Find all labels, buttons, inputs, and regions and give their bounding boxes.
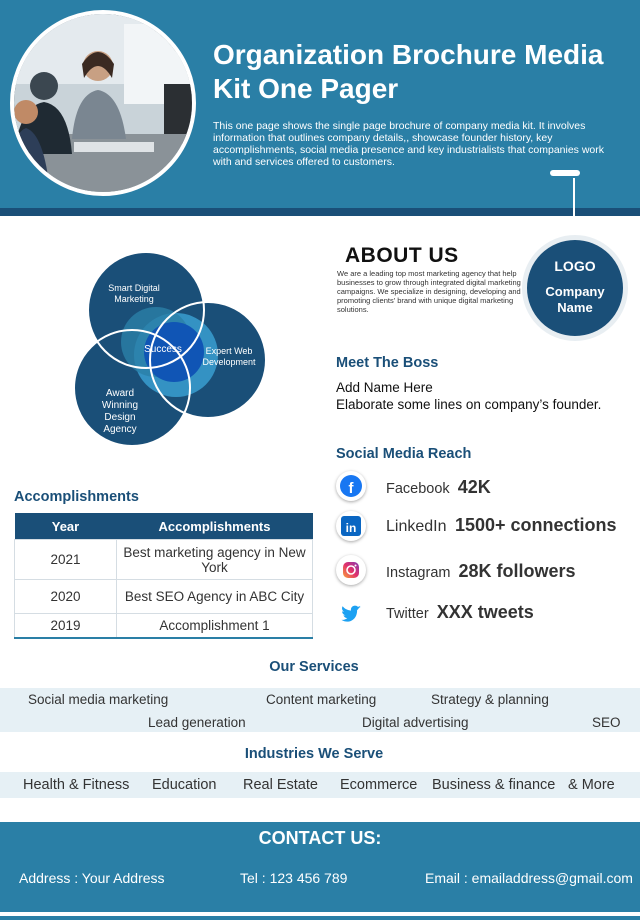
social-row-instagram: [336, 553, 636, 589]
facebook-icon: [336, 471, 366, 501]
contact-phone: Tel : 123 456 789: [240, 870, 348, 886]
accomplishments-heading: Accomplishments: [14, 489, 139, 505]
venn-label-center: Success: [144, 344, 182, 355]
logo-tag-hook: [550, 170, 580, 176]
social-label: Instagram: [386, 565, 451, 581]
social-value: 42K: [457, 477, 491, 497]
bottom-rule: [0, 916, 640, 920]
social-label: Facebook: [386, 481, 450, 497]
service-item: Content marketing: [266, 692, 377, 707]
svg-text:in: in: [345, 521, 357, 535]
boss-name: Add Name Here: [336, 380, 433, 395]
office-photo-illustration: [14, 14, 192, 192]
industry-item: Ecommerce: [340, 777, 418, 793]
social-heading: Social Media Reach: [336, 446, 472, 462]
about-title: ABOUT US: [345, 244, 459, 267]
contact-email[interactable]: Email : emailaddress@gmail.com: [425, 870, 633, 886]
industry-item: Education: [152, 777, 217, 793]
service-item: Social media marketing: [28, 692, 169, 707]
cell-accomplishment: Best SEO Agency in ABC City: [117, 580, 313, 614]
venn-label-web: Expert Web Development: [202, 346, 256, 367]
venn-label-design: Award Winning Design Agency: [101, 388, 139, 435]
services-heading: Our Services: [269, 659, 359, 675]
page-description: This one page shows the single page brochure of company media kit. It involves information that outlines company details,, showcase founder history, key accomplishments, social media presence and key industrialists that companies work with and services offered to customers.: [213, 120, 605, 168]
cell-accomplishment: Best marketing agency in New York: [117, 540, 313, 580]
social-label: Twitter: [386, 606, 429, 622]
table-row: [15, 580, 313, 614]
social-row-linkedin: [336, 509, 636, 545]
contact-heading: CONTACT US:: [258, 828, 382, 848]
boss-description: Elaborate some lines on company’s founder.: [336, 397, 602, 412]
cell-year: 2021: [15, 540, 117, 580]
industry-item: Real Estate: [243, 777, 318, 793]
office-photo: [10, 10, 196, 196]
service-item: Digital advertising: [362, 715, 469, 730]
industries-heading: Industries We Serve: [244, 746, 384, 762]
service-item: SEO: [592, 715, 621, 730]
svg-text:f: f: [348, 480, 354, 497]
cell-year: 2020: [15, 580, 117, 614]
instagram-icon: [336, 555, 366, 585]
company-logo: [522, 235, 628, 341]
service-item: Strategy & planning: [431, 692, 549, 707]
industry-item: Business & finance: [432, 777, 556, 793]
table-row: [15, 540, 313, 580]
contact-address: Address : Your Address: [19, 870, 165, 886]
social-value: 28K followers: [458, 561, 576, 581]
accomplishments-table: [14, 513, 313, 639]
social-row-facebook: [336, 469, 636, 505]
logo-text: LOGO: [554, 258, 596, 274]
table-row: [15, 614, 313, 639]
logo-tag-string: [573, 178, 575, 228]
venn-label-marketing: Smart Digital Marketing: [108, 283, 160, 304]
about-text: We are a leading top most marketing agency that help businesses to grow through integrated digital marketing campaigns. We specialize in designing, developing and promoting clients' brand with unique digital marketing solutions.: [337, 269, 521, 314]
twitter-icon: [336, 598, 366, 628]
boss-heading: Meet The Boss: [336, 355, 439, 371]
social-row-twitter: [336, 596, 636, 632]
social-value: 1500+ connections: [454, 515, 617, 535]
industry-item: & More: [568, 777, 615, 793]
cell-accomplishment: Accomplishment 1: [117, 614, 313, 639]
page-title: Organization Brochure Media Kit One Pager: [213, 39, 604, 104]
column-header-accomplishments: Accomplishments: [117, 513, 313, 540]
linkedin-icon: [336, 511, 366, 541]
header-stripe: [0, 208, 640, 216]
social-value: XXX tweets: [436, 602, 534, 622]
company-name: Company Name: [545, 284, 605, 315]
service-item: Lead generation: [148, 715, 246, 730]
social-label: LinkedIn: [386, 518, 447, 535]
column-header-year: Year: [15, 513, 117, 540]
industry-item: Health & Fitness: [23, 777, 130, 793]
cell-year: 2019: [15, 614, 117, 639]
